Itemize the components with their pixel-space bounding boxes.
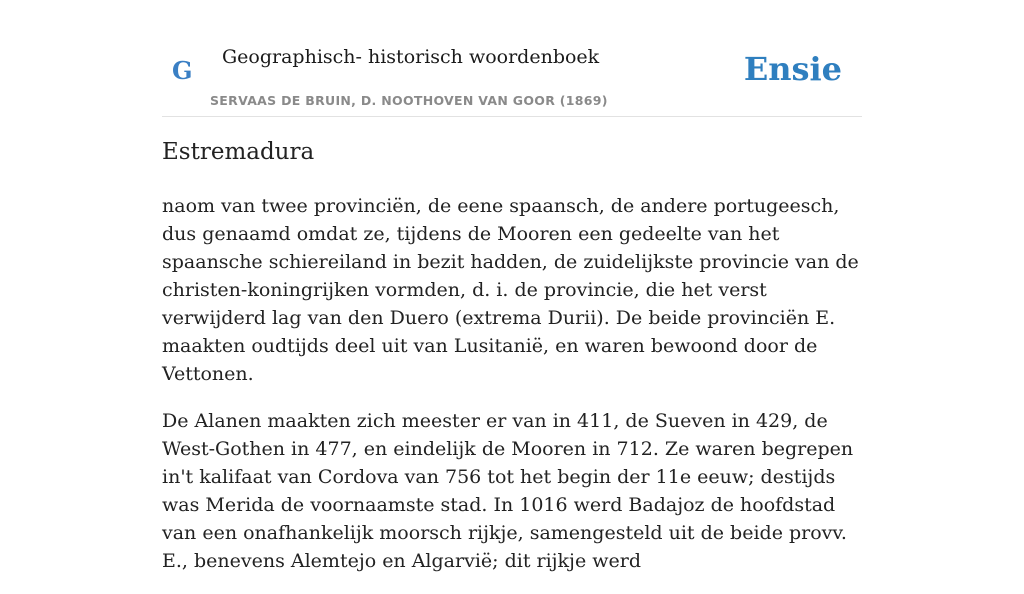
book-author: SERVAAS DE BRUIN, D. NOOTHOVEN VAN GOOR (1869)	[210, 93, 608, 108]
entry-paragraph: naom van twee provinciën, de eene spaansch, de andere portugeesch, dus genaamd omdat ze, tijdens de Mooren een gedeelte van het spaansche schiereiland in bezit hadden, de zuidelijkste provincie van de christen-koningrijken vormden, d. i. de provincie, die het verst verwijderd lag van den Duero (extrema Durii). De beide provinciën E. maakten oudtijds deel uit van Lusitanië, en waren bewoond door de Vettonen.	[162, 195, 859, 385]
book-title[interactable]: Geographisch- historisch woordenboek	[222, 46, 600, 68]
entry-title: Estremadura	[162, 139, 315, 165]
entry-paragraph: De Alanen maakten zich meester er van in 411, de Sueven in 429, de West-Gothen in 477, en eindelijk de Mooren in 712. Ze waren begrepen in't kalifaat van Cordova van 756 tot het begin der 11e eeuw; destijds was Merida de voornaamste stad. In 1016 werd Badajoz de hoofdstad van een onafhankelijk moorsch rijkje, samengesteld uit de beide provv. E., benevens Alemtejo en Algarvië; dit rijkje werd	[162, 410, 854, 572]
book-header	[162, 28, 862, 117]
ensie-logo[interactable]: Ensie	[743, 50, 842, 88]
entry-body	[162, 192, 862, 594]
book-logo-icon[interactable]: G	[172, 56, 193, 85]
